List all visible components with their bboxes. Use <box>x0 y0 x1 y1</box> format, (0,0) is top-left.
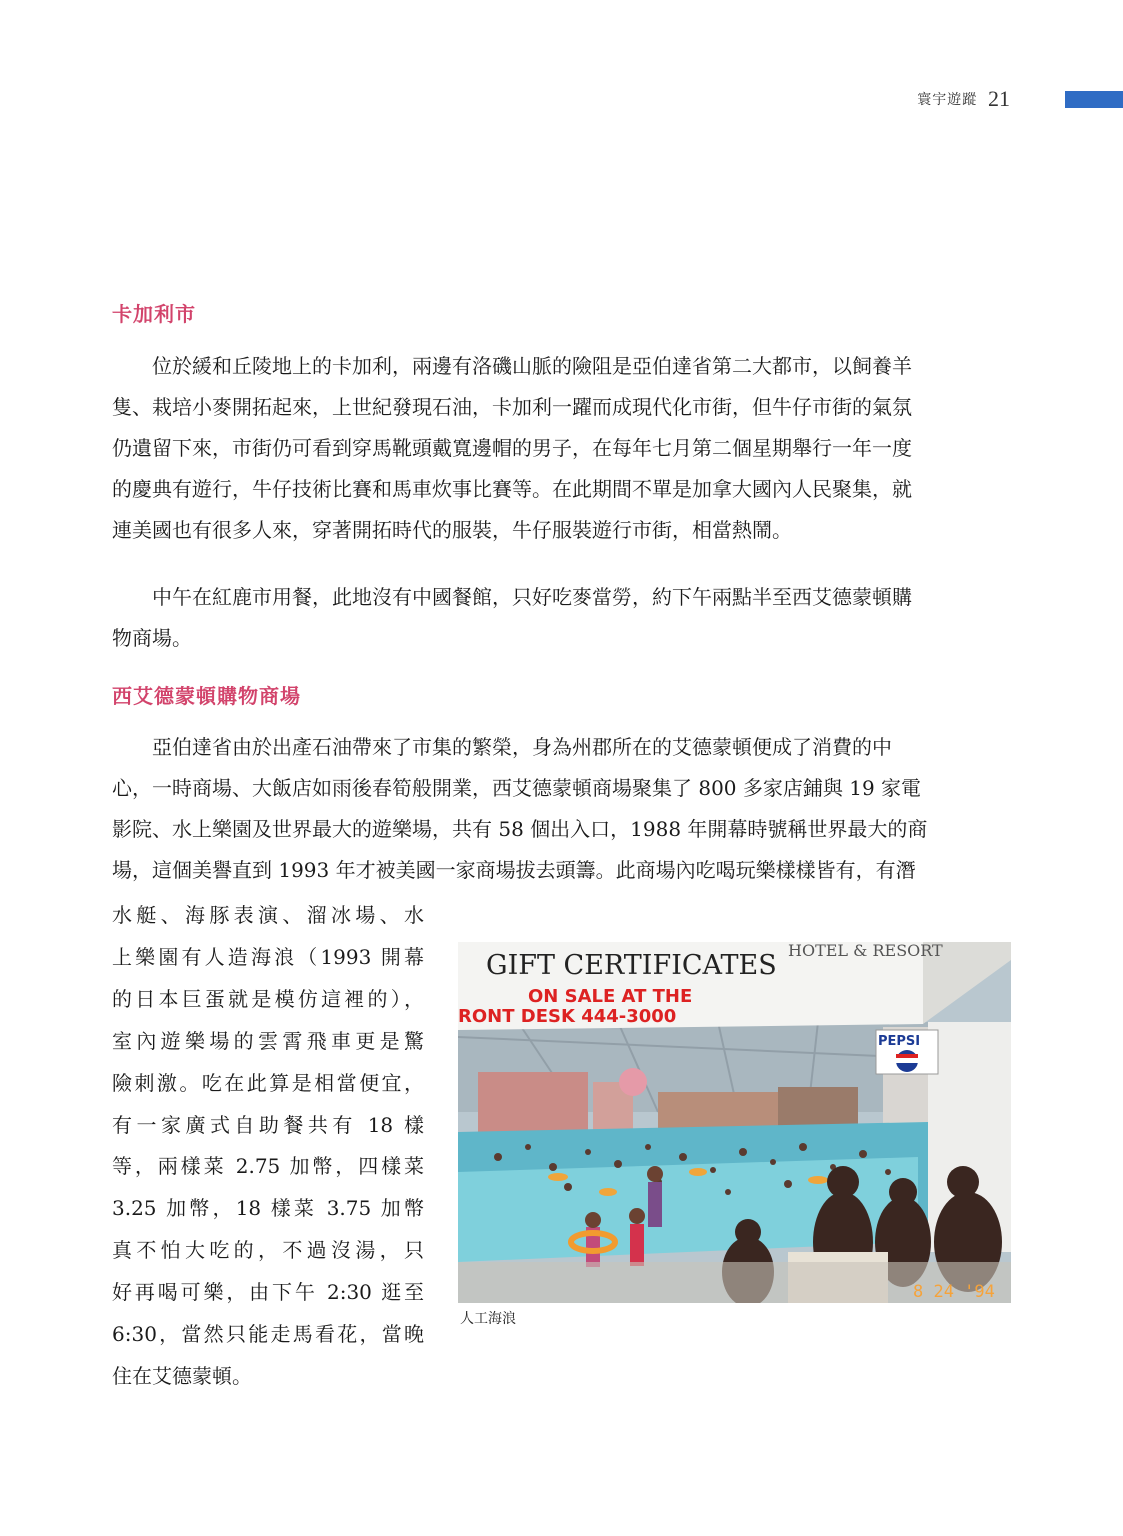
text-line: 心，一時商場、大飯店如雨後春筍般開業，西艾德蒙頓商場聚集了 800 多家店鋪與 19 家電 <box>112 776 922 800</box>
text-line: 有一家廣式自助餐共有 18 樣 <box>112 1112 424 1137</box>
photo-caption: 人工海浪 <box>460 1311 516 1327</box>
sign-line-2: ON SALE AT THE <box>528 986 693 1007</box>
text-line: 的慶典有遊行，牛仔技術比賽和馬車炊事比賽等。在此期間不單是加拿大國內人民聚集，就 <box>112 477 912 501</box>
header-section-title: 寰宇遊蹤 <box>917 92 978 108</box>
text-line: 場，這個美譽直到 1993 年才被美國一家商場拔去頭籌。此商場內吃喝玩樂樣樣皆有，有潛 <box>112 858 916 882</box>
sign-line-1: GIFT CERTIFICATES <box>486 950 777 981</box>
text-line: 的日本巨蛋就是模仿這裡的）， <box>112 986 424 1011</box>
text-line: 真不怕大吃的，不過沒湯，只 <box>112 1238 424 1263</box>
paragraph-mall <box>112 727 1010 891</box>
page-number: 21 <box>988 86 1010 111</box>
text-line: 等，兩樣菜 2.75 加幣，四樣菜 <box>112 1154 424 1179</box>
paragraph-calgary <box>112 346 1010 551</box>
text-line: 仍遺留下來，市街仍可看到穿馬靴頭戴寬邊帽的男子，在每年七月第二個星期舉行一年一度 <box>112 436 912 460</box>
text-line: 6:30，當然只能走馬看花，當晚 <box>112 1322 424 1347</box>
section-heading-west-edmonton-mall: 西艾德蒙頓購物商場 <box>112 684 301 708</box>
text-line: 險刺激。吃在此算是相當便宜， <box>112 1070 424 1095</box>
photo-date-stamp: 8 24 '94 <box>913 1282 995 1302</box>
text-line: 好再喝可樂，由下午 2:30 逛至 <box>112 1280 424 1305</box>
text-line: 3.25 加幣，18 樣菜 3.75 加幣 <box>112 1196 424 1221</box>
paragraph-mall-continued <box>112 895 424 1398</box>
text-line: 位於緩和丘陵地上的卡加利，兩邊有洛磯山脈的險阻是亞伯達省第二大都市，以飼養羊 <box>152 354 912 378</box>
paragraph-lunch <box>112 577 1010 659</box>
running-header <box>880 86 1010 114</box>
text-line: 影院、水上樂園及世界最大的遊樂場，共有 58 個出入口，1988 年開幕時號稱世界最大的商 <box>112 817 928 841</box>
text-line: 連美國也有很多人來，穿著開拓時代的服裝，牛仔服裝遊行市街，相當熱鬧。 <box>112 518 792 542</box>
sign-top-text: HOTEL & RESORT <box>788 942 943 960</box>
wave-pool-photo <box>458 942 1011 1303</box>
text-line: 室內遊樂場的雲霄飛車更是驚 <box>112 1028 424 1053</box>
text-line: 上樂園有人造海浪（1993 開幕 <box>112 944 424 969</box>
text-line: 中午在紅鹿市用餐，此地沒有中國餐館，只好吃麥當勞，約下午兩點半至西艾德蒙頓購 <box>152 585 912 609</box>
text-line: 隻、栽培小麥開拓起來，上世紀發現石油，卡加利一躍而成現代化市街，但牛仔市街的氣氛 <box>112 395 912 419</box>
text-line: 亞伯達省由於出產石油帶來了市集的繁榮，身為州郡所在的艾德蒙頓便成了消費的中 <box>152 735 892 759</box>
page-edge-tab <box>1065 91 1123 108</box>
text-line: 住在艾德蒙頓。 <box>112 1363 252 1388</box>
text-line: 物商場。 <box>112 626 192 650</box>
text-line: 水艇、海豚表演、溜冰場、水 <box>112 903 424 927</box>
section-heading-calgary: 卡加利市 <box>112 302 196 326</box>
pepsi-logo-text: PEPSI <box>878 1034 921 1049</box>
sign-line-3: RONT DESK 444-3000 <box>458 1006 677 1027</box>
